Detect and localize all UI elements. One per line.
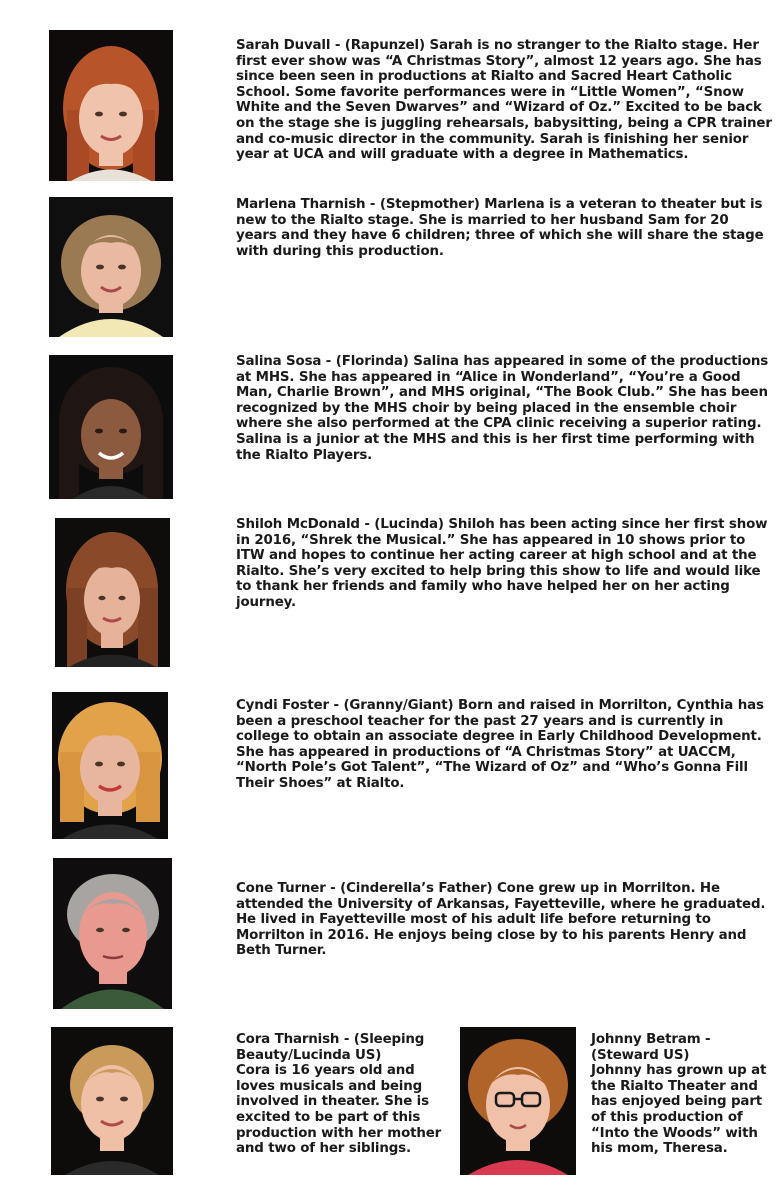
headshot-cora-tharnish — [51, 1027, 173, 1175]
cast-bio-text: Shiloh has been acting since her first show in 2016, “Shrek the Musical.” She has appeared in 10 shows prior to ITW and hopes to continue her acting career at high school and at the Rialto. She’s very excited to help bring this show to life and would like to thank her friends and family who have helped her on her acting journey. — [236, 517, 768, 610]
bio-cyndi-foster: Cyndi Foster - (Granny/Giant) Born and raised in Morrilton, Cynthia has been a preschool teacher for the past 27 years and is currently in college to obtain an associate degree in Early Childhood Development. She has appeared in productions of “A Christmas Story” at UACCM, “North Pole’s Got Talent”, “The Wizard of Oz” and “Who’s Gonna Fill Their Shoes” at Rialto. — [236, 698, 764, 791]
cast-bio-text: Marlena is a veteran to theater but is new to the Rialto stage. She is married to her husband Sam for 20 years and they have 6 children; three of which she will share the stage with during this production. — [236, 197, 764, 259]
cast-name: Cora Tharnish — [236, 1032, 340, 1047]
bio-salina-sosa: Salina Sosa - (Florinda) Salina has appeared in some of the productions at MHS. She has appeared in “Alice in Wonderland”, “You’re a Good Man, Charlie Brown”, and MHS original, “The Book Club.” She has been recognized by the MHS choir by being placed in the ensemble choir where she also performed at the CPA clinic receiving a superior rating. Salina is a junior at the MHS and this is her first time performing with the Rialto Players. — [236, 354, 769, 463]
cast-name: Johnny Betram — [591, 1032, 701, 1047]
bio-shiloh-mcdonald: Shiloh McDonald - (Lucinda) Shiloh has been acting since her first show in 2016, “Shrek the Musical.” She has appeared in 10 shows prior to ITW and hopes to continue her acting career at high school and at the Rialto. She’s very excited to help bring this show to life and would like to thank her friends and family who have helped her on her acting journey. — [236, 517, 768, 610]
cast-role: (Granny/Giant) — [343, 698, 454, 713]
headshot-cyndi-foster — [52, 692, 168, 839]
headshot-marlena-tharnish — [49, 197, 173, 337]
cast-bio-text: Cora is 16 years old and loves musicals and being involved in theater. She is excited to be part of this production with her mother and two of her siblings. — [236, 1063, 442, 1157]
cast-name: Salina Sosa — [236, 354, 322, 369]
bio-marlena-tharnish: Marlena Tharnish - (Stepmother) Marlena is a veteran to theater but is new to the Rialto stage. She is married to her husband Sam for 20 years and they have 6 children; three of which she will share the stage with during this production. — [236, 197, 764, 259]
cast-role: (Lucinda) — [374, 517, 444, 532]
cast-name: Cone Turner — [236, 881, 326, 896]
cast-bio-text: Cone grew up in Morrilton. He attended the University of Arkansas, Fayetteville, where he graduated. He lived in Fayetteville most of his adult life before returning to Morrilton in 2016. He enjoys being close by to his parents Henry and Beth Turner. — [236, 881, 766, 959]
headshot-sarah-duvall — [49, 30, 173, 181]
cast-name: Cyndi Foster — [236, 698, 329, 713]
cast-bio-text: Born and raised in Morrilton, Cynthia has been a preschool teacher for the past 27 years and is currently in college to obtain an associate degree in Early Childhood Development. She has appeared in productions of “A Christmas Story” at UACCM, “North Pole’s Got Talent”, “The Wizard of Oz” and “Who’s Gonna Fill Their Shoes” at Rialto. — [236, 698, 764, 791]
bio-johnny-betram: Johnny Betram - (Steward US) Johnny has grown up at the Rialto Theater and has enjoyed being part of this production of “Into the Woods” with his mom, Theresa. — [591, 1032, 767, 1157]
headshot-salina-sosa — [49, 355, 173, 499]
headshot-shiloh-mcdonald — [55, 518, 170, 667]
cast-role: (Stepmother) — [379, 197, 480, 212]
cast-name: Shiloh McDonald — [236, 517, 360, 532]
headshot-cone-turner — [53, 858, 172, 1009]
cast-role: (Rapunzel) — [344, 38, 425, 53]
cast-bio-text: Johnny has grown up at the Rialto Theater and has enjoyed being part of this production of “Into the Woods” with his mom, Theresa. — [591, 1063, 767, 1157]
cast-bio-text: Sarah is no stranger to the Rialto stage. Her first ever show was “A Christmas Story”, almost 12 years ago. She has since been seen in productions at Rialto and Sacred Heart Catholic School. Some favorite performances were in “Little Women”, “Snow White and the Seven Dwarves” and “Wizard of Oz.” Excited to be back on the stage she is juggling rehearsals, babysitting, being a CPR trainer and co-music director in the community. Sarah is finishing her senior year at UCA and will graduate with a degree in Mathematics. — [236, 38, 772, 163]
cast-role: (Sleeping Beauty/Lucinda US) — [236, 1032, 425, 1063]
bio-cora-tharnish: Cora Tharnish - (Sleeping Beauty/Lucinda US) Cora is 16 years old and loves musicals and being involved in theater. She is excited to be part of this production with her mother and two of her siblings. — [236, 1032, 442, 1157]
cast-bio-text: Salina has appeared in some of the productions at MHS. She has appeared in “Alice in Wonderland”, “You’re a Good Man, Charlie Brown”, and MHS original, “The Book Club.” She has been recognized by the MHS choir by being placed in the ensemble choir where she also performed at the CPA clinic receiving a superior rating. Salina is a junior at the MHS and this is her first time performing with the Rialto Players. — [236, 354, 769, 463]
bio-sarah-duvall: Sarah Duvall - (Rapunzel) Sarah is no stranger to the Rialto stage. Her first ever show was “A Christmas Story”, almost 12 years ago. She has since been seen in productions at Rialto and Sacred Heart Catholic School. Some favorite performances were in “Little Women”, “Snow White and the Seven Dwarves” and “Wizard of Oz.” Excited to be back on the stage she is juggling rehearsals, babysitting, being a CPR trainer and co-music director in the community. Sarah is finishing her senior year at UCA and will graduate with a degree in Mathematics. — [236, 38, 772, 163]
cast-role: (Florinda) — [335, 354, 409, 369]
cast-name: Marlena Tharnish — [236, 197, 366, 212]
cast-name: Sarah Duvall — [236, 38, 331, 53]
cast-role: (Cinderella’s Father) — [340, 881, 493, 896]
headshot-johnny-betram — [460, 1027, 576, 1175]
bio-cone-turner: Cone Turner - (Cinderella’s Father) Cone grew up in Morrilton. He attended the University of Arkansas, Fayetteville, where he graduated. He lived in Fayetteville most of his adult life before returning to Morrilton in 2016. He enjoys being close by to his parents Henry and Beth Turner. — [236, 881, 766, 959]
cast-role: (Steward US) — [591, 1047, 690, 1063]
